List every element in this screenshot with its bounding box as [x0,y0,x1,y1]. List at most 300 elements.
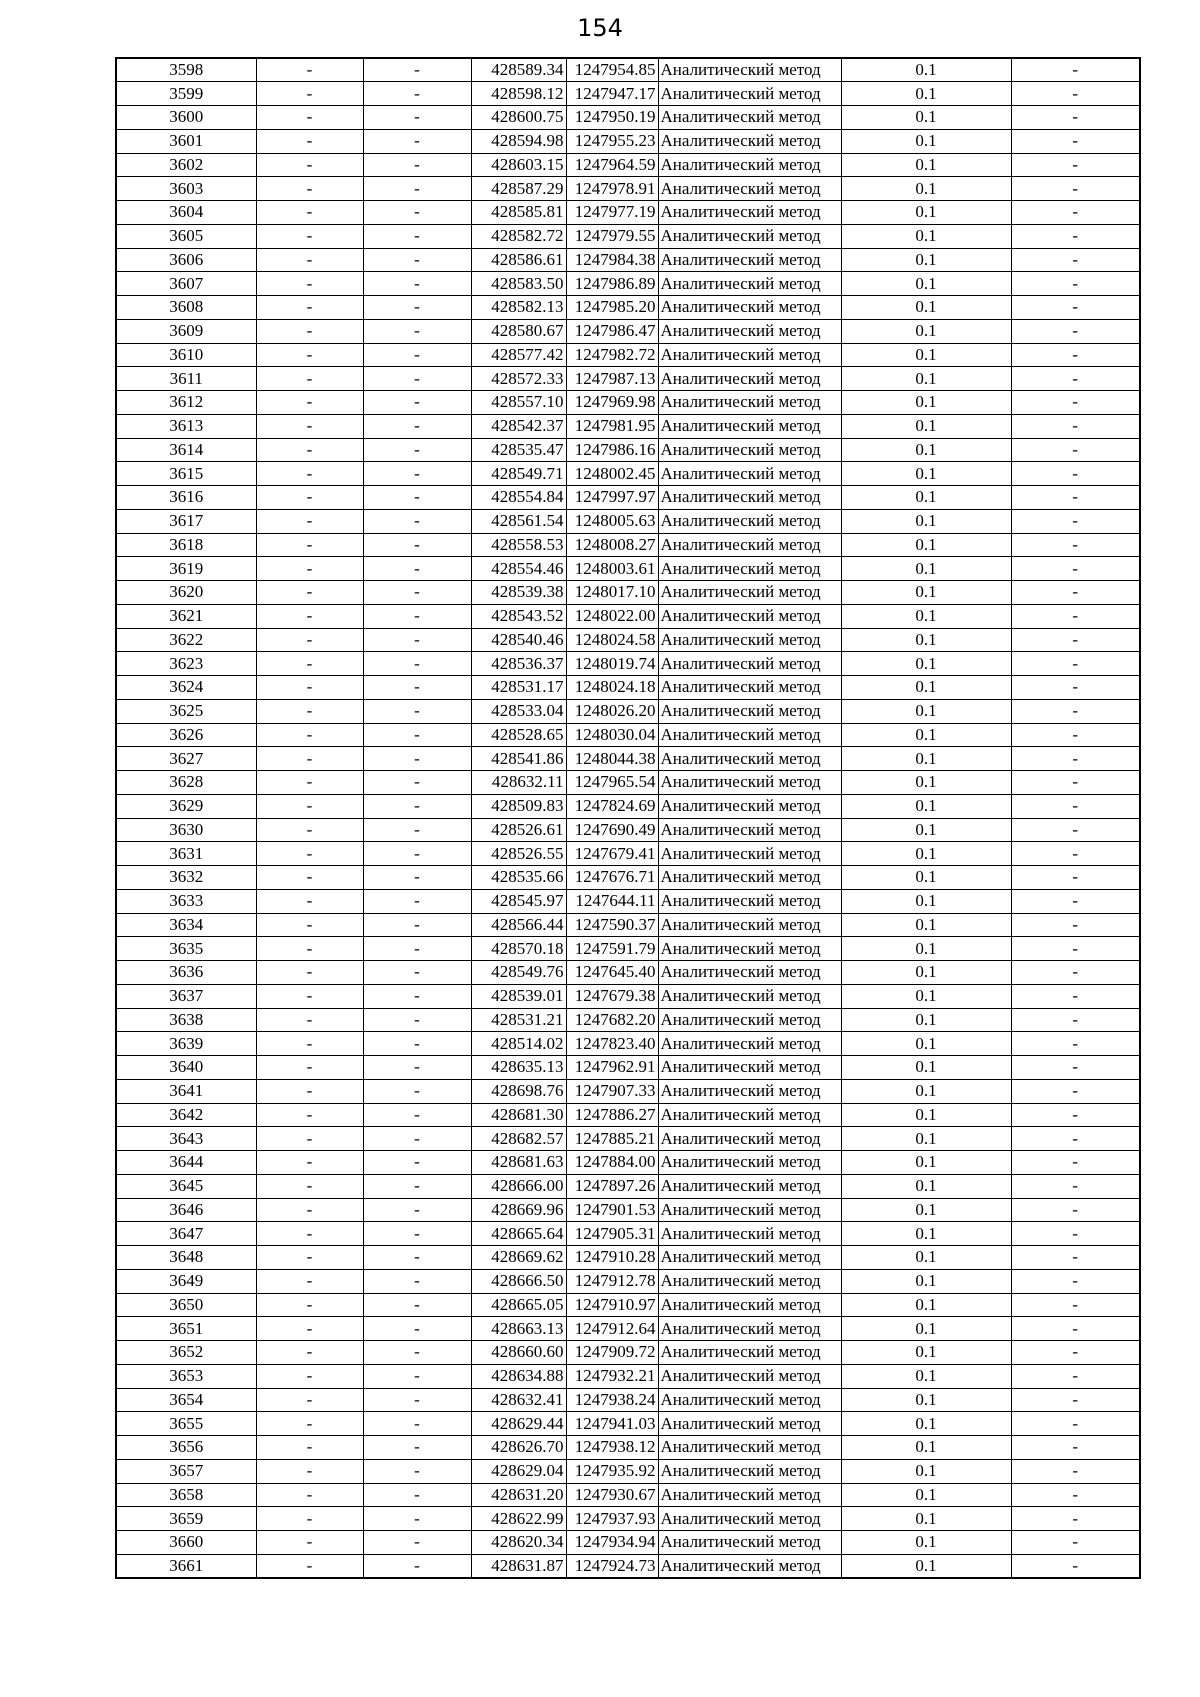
y-coordinate-cell: 1247679.41 [566,842,658,866]
note-cell: - [1011,414,1140,438]
note-cell: - [1011,319,1140,343]
accuracy-cell: 0.1 [841,1341,1011,1365]
accuracy-cell: 0.1 [841,1127,1011,1151]
note-cell: - [1011,296,1140,320]
note-cell: - [1011,842,1140,866]
empty-cell: - [256,1507,363,1531]
method-cell: Аналитический метод [658,343,841,367]
method-cell: Аналитический метод [658,1483,841,1507]
point-number-cell: 3608 [116,296,256,320]
point-number-cell: 3619 [116,557,256,581]
point-number-cell: 3659 [116,1507,256,1531]
x-coordinate-cell: 428589.34 [471,58,566,82]
method-cell: Аналитический метод [658,248,841,272]
point-number-cell: 3639 [116,1032,256,1056]
note-cell: - [1011,1388,1140,1412]
accuracy-cell: 0.1 [841,1483,1011,1507]
method-cell: Аналитический метод [658,1198,841,1222]
point-number-cell: 3649 [116,1269,256,1293]
table-row [116,153,1140,177]
x-coordinate-cell: 428572.33 [471,367,566,391]
point-number-cell: 3618 [116,533,256,557]
empty-cell: - [256,1341,363,1365]
method-cell: Аналитический метод [658,1507,841,1531]
y-coordinate-cell: 1247941.03 [566,1412,658,1436]
accuracy-cell: 0.1 [841,1412,1011,1436]
accuracy-cell: 0.1 [841,984,1011,1008]
point-number-cell: 3602 [116,153,256,177]
point-number-cell: 3643 [116,1127,256,1151]
point-number-cell: 3623 [116,652,256,676]
method-cell: Аналитический метод [658,1008,841,1032]
y-coordinate-cell: 1247824.69 [566,794,658,818]
empty-cell: - [256,343,363,367]
accuracy-cell: 0.1 [841,794,1011,818]
point-number-cell: 3601 [116,129,256,153]
empty-cell: - [256,1174,363,1198]
accuracy-cell: 0.1 [841,1174,1011,1198]
y-coordinate-cell: 1247938.24 [566,1388,658,1412]
empty-cell: - [256,1531,363,1555]
empty-cell: - [256,58,363,82]
note-cell: - [1011,58,1140,82]
table-row [116,794,1140,818]
y-coordinate-cell: 1247912.78 [566,1269,658,1293]
table-row [116,533,1140,557]
empty-cell: - [363,1246,471,1270]
table-row [116,1293,1140,1317]
method-cell: Аналитический метод [658,462,841,486]
method-cell: Аналитический метод [658,438,841,462]
coordinates-table [115,57,1141,1579]
y-coordinate-cell: 1247884.00 [566,1151,658,1175]
empty-cell: - [363,652,471,676]
empty-cell: - [256,771,363,795]
empty-cell: - [256,129,363,153]
empty-cell: - [363,676,471,700]
x-coordinate-cell: 428558.53 [471,533,566,557]
note-cell: - [1011,367,1140,391]
note-cell: - [1011,1436,1140,1460]
empty-cell: - [363,58,471,82]
method-cell: Аналитический метод [658,1293,841,1317]
empty-cell: - [363,1198,471,1222]
point-number-cell: 3654 [116,1388,256,1412]
accuracy-cell: 0.1 [841,367,1011,391]
accuracy-cell: 0.1 [841,1507,1011,1531]
method-cell: Аналитический метод [658,319,841,343]
empty-cell: - [256,889,363,913]
empty-cell: - [256,581,363,605]
x-coordinate-cell: 428542.37 [471,414,566,438]
empty-cell: - [256,296,363,320]
method-cell: Аналитический метод [658,296,841,320]
empty-cell: - [363,1056,471,1080]
table-row [116,557,1140,581]
point-number-cell: 3651 [116,1317,256,1341]
empty-cell: - [256,533,363,557]
note-cell: - [1011,1008,1140,1032]
y-coordinate-cell: 1248044.38 [566,747,658,771]
note-cell: - [1011,581,1140,605]
x-coordinate-cell: 428665.05 [471,1293,566,1317]
point-number-cell: 3598 [116,58,256,82]
y-coordinate-cell: 1247954.85 [566,58,658,82]
accuracy-cell: 0.1 [841,509,1011,533]
accuracy-cell: 0.1 [841,1151,1011,1175]
empty-cell: - [256,462,363,486]
method-cell: Аналитический метод [658,1056,841,1080]
y-coordinate-cell: 1247885.21 [566,1127,658,1151]
note-cell: - [1011,818,1140,842]
x-coordinate-cell: 428583.50 [471,272,566,296]
note-cell: - [1011,224,1140,248]
x-coordinate-cell: 428603.15 [471,153,566,177]
y-coordinate-cell: 1247886.27 [566,1103,658,1127]
x-coordinate-cell: 428528.65 [471,723,566,747]
x-coordinate-cell: 428531.17 [471,676,566,700]
note-cell: - [1011,984,1140,1008]
point-number-cell: 3624 [116,676,256,700]
accuracy-cell: 0.1 [841,889,1011,913]
method-cell: Аналитический метод [658,1412,841,1436]
x-coordinate-cell: 428665.64 [471,1222,566,1246]
x-coordinate-cell: 428669.96 [471,1198,566,1222]
accuracy-cell: 0.1 [841,1032,1011,1056]
y-coordinate-cell: 1247935.92 [566,1459,658,1483]
note-cell: - [1011,533,1140,557]
table-row [116,319,1140,343]
empty-cell: - [363,1127,471,1151]
note-cell: - [1011,201,1140,225]
method-cell: Аналитический метод [658,1222,841,1246]
empty-cell: - [363,1222,471,1246]
empty-cell: - [363,1341,471,1365]
table-row [116,1341,1140,1365]
note-cell: - [1011,557,1140,581]
table-row [116,486,1140,510]
table-row [116,842,1140,866]
empty-cell: - [256,1222,363,1246]
empty-cell: - [363,462,471,486]
note-cell: - [1011,961,1140,985]
accuracy-cell: 0.1 [841,1198,1011,1222]
point-number-cell: 3620 [116,581,256,605]
point-number-cell: 3637 [116,984,256,1008]
note-cell: - [1011,438,1140,462]
point-number-cell: 3616 [116,486,256,510]
table-row [116,1459,1140,1483]
point-number-cell: 3635 [116,937,256,961]
accuracy-cell: 0.1 [841,628,1011,652]
y-coordinate-cell: 1247910.97 [566,1293,658,1317]
empty-cell: - [256,1554,363,1578]
empty-cell: - [363,937,471,961]
note-cell: - [1011,1412,1140,1436]
empty-cell: - [363,1151,471,1175]
accuracy-cell: 0.1 [841,1056,1011,1080]
empty-cell: - [256,628,363,652]
note-cell: - [1011,1364,1140,1388]
table-row [116,462,1140,486]
x-coordinate-cell: 428629.44 [471,1412,566,1436]
empty-cell: - [256,794,363,818]
page-number: 154 [577,14,623,42]
point-number-cell: 3661 [116,1554,256,1578]
empty-cell: - [256,82,363,106]
accuracy-cell: 0.1 [841,414,1011,438]
x-coordinate-cell: 428631.87 [471,1554,566,1578]
empty-cell: - [363,1269,471,1293]
empty-cell: - [363,794,471,818]
empty-cell: - [363,1483,471,1507]
point-number-cell: 3628 [116,771,256,795]
table-body [116,58,1140,1578]
empty-cell: - [256,1364,363,1388]
table-row [116,224,1140,248]
accuracy-cell: 0.1 [841,129,1011,153]
method-cell: Аналитический метод [658,1151,841,1175]
y-coordinate-cell: 1247982.72 [566,343,658,367]
accuracy-cell: 0.1 [841,224,1011,248]
method-cell: Аналитический метод [658,486,841,510]
table-row [116,1174,1140,1198]
note-cell: - [1011,866,1140,890]
empty-cell: - [363,201,471,225]
y-coordinate-cell: 1247930.67 [566,1483,658,1507]
table-row [116,106,1140,130]
point-number-cell: 3625 [116,699,256,723]
accuracy-cell: 0.1 [841,462,1011,486]
empty-cell: - [363,391,471,415]
point-number-cell: 3615 [116,462,256,486]
point-number-cell: 3617 [116,509,256,533]
x-coordinate-cell: 428570.18 [471,937,566,961]
method-cell: Аналитический метод [658,414,841,438]
point-number-cell: 3614 [116,438,256,462]
accuracy-cell: 0.1 [841,723,1011,747]
y-coordinate-cell: 1247910.28 [566,1246,658,1270]
method-cell: Аналитический метод [658,177,841,201]
point-number-cell: 3648 [116,1246,256,1270]
method-cell: Аналитический метод [658,604,841,628]
x-coordinate-cell: 428594.98 [471,129,566,153]
table-row [116,652,1140,676]
empty-cell: - [363,106,471,130]
note-cell: - [1011,1127,1140,1151]
y-coordinate-cell: 1247978.91 [566,177,658,201]
point-number-cell: 3641 [116,1079,256,1103]
empty-cell: - [256,1269,363,1293]
method-cell: Аналитический метод [658,937,841,961]
x-coordinate-cell: 428526.61 [471,818,566,842]
y-coordinate-cell: 1247986.89 [566,272,658,296]
x-coordinate-cell: 428660.60 [471,1341,566,1365]
point-number-cell: 3621 [116,604,256,628]
x-coordinate-cell: 428561.54 [471,509,566,533]
method-cell: Аналитический метод [658,1127,841,1151]
point-number-cell: 3658 [116,1483,256,1507]
note-cell: - [1011,1341,1140,1365]
empty-cell: - [256,486,363,510]
point-number-cell: 3636 [116,961,256,985]
point-number-cell: 3645 [116,1174,256,1198]
point-number-cell: 3653 [116,1364,256,1388]
empty-cell: - [363,557,471,581]
x-coordinate-cell: 428539.38 [471,581,566,605]
method-cell: Аналитический метод [658,842,841,866]
table-row [116,343,1140,367]
empty-cell: - [363,961,471,985]
empty-cell: - [363,438,471,462]
y-coordinate-cell: 1247924.73 [566,1554,658,1578]
empty-cell: - [256,961,363,985]
note-cell: - [1011,509,1140,533]
method-cell: Аналитический метод [658,272,841,296]
note-cell: - [1011,1222,1140,1246]
accuracy-cell: 0.1 [841,533,1011,557]
y-coordinate-cell: 1247977.19 [566,201,658,225]
y-coordinate-cell: 1247938.12 [566,1436,658,1460]
empty-cell: - [256,866,363,890]
method-cell: Аналитический метод [658,509,841,533]
empty-cell: - [363,866,471,890]
accuracy-cell: 0.1 [841,1554,1011,1578]
accuracy-cell: 0.1 [841,391,1011,415]
table-row [116,58,1140,82]
method-cell: Аналитический метод [658,1531,841,1555]
empty-cell: - [363,1412,471,1436]
point-number-cell: 3642 [116,1103,256,1127]
y-coordinate-cell: 1247905.31 [566,1222,658,1246]
x-coordinate-cell: 428582.72 [471,224,566,248]
method-cell: Аналитический метод [658,723,841,747]
table-row [116,1412,1140,1436]
table-row [116,723,1140,747]
table-row [116,913,1140,937]
x-coordinate-cell: 428535.47 [471,438,566,462]
y-coordinate-cell: 1248002.45 [566,462,658,486]
empty-cell: - [363,367,471,391]
method-cell: Аналитический метод [658,581,841,605]
x-coordinate-cell: 428540.46 [471,628,566,652]
empty-cell: - [363,343,471,367]
x-coordinate-cell: 428545.97 [471,889,566,913]
x-coordinate-cell: 428632.11 [471,771,566,795]
point-number-cell: 3656 [116,1436,256,1460]
y-coordinate-cell: 1247947.17 [566,82,658,106]
table-row [116,391,1140,415]
method-cell: Аналитический метод [658,557,841,581]
table-row [116,129,1140,153]
empty-cell: - [363,272,471,296]
x-coordinate-cell: 428543.52 [471,604,566,628]
method-cell: Аналитический метод [658,818,841,842]
table-row [116,961,1140,985]
method-cell: Аналитический метод [658,58,841,82]
table-row [116,1483,1140,1507]
empty-cell: - [363,1317,471,1341]
table-row [116,1127,1140,1151]
accuracy-cell: 0.1 [841,961,1011,985]
method-cell: Аналитический метод [658,984,841,1008]
empty-cell: - [363,248,471,272]
accuracy-cell: 0.1 [841,438,1011,462]
x-coordinate-cell: 428557.10 [471,391,566,415]
empty-cell: - [363,1293,471,1317]
table-row [116,747,1140,771]
method-cell: Аналитический метод [658,699,841,723]
empty-cell: - [363,818,471,842]
note-cell: - [1011,177,1140,201]
x-coordinate-cell: 428577.42 [471,343,566,367]
empty-cell: - [363,177,471,201]
empty-cell: - [256,414,363,438]
x-coordinate-cell: 428539.01 [471,984,566,1008]
x-coordinate-cell: 428663.13 [471,1317,566,1341]
x-coordinate-cell: 428635.13 [471,1056,566,1080]
empty-cell: - [256,1412,363,1436]
x-coordinate-cell: 428631.20 [471,1483,566,1507]
table-row [116,581,1140,605]
note-cell: - [1011,1531,1140,1555]
x-coordinate-cell: 428682.57 [471,1127,566,1151]
empty-cell: - [256,509,363,533]
accuracy-cell: 0.1 [841,1459,1011,1483]
note-cell: - [1011,272,1140,296]
y-coordinate-cell: 1247590.37 [566,913,658,937]
note-cell: - [1011,1459,1140,1483]
empty-cell: - [363,1554,471,1578]
y-coordinate-cell: 1247897.26 [566,1174,658,1198]
table-row [116,1364,1140,1388]
empty-cell: - [256,676,363,700]
method-cell: Аналитический метод [658,1554,841,1578]
note-cell: - [1011,129,1140,153]
accuracy-cell: 0.1 [841,818,1011,842]
empty-cell: - [363,913,471,937]
accuracy-cell: 0.1 [841,1246,1011,1270]
point-number-cell: 3606 [116,248,256,272]
x-coordinate-cell: 428535.66 [471,866,566,890]
method-cell: Аналитический метод [658,652,841,676]
accuracy-cell: 0.1 [841,1222,1011,1246]
y-coordinate-cell: 1247644.11 [566,889,658,913]
empty-cell: - [363,153,471,177]
empty-cell: - [256,1127,363,1151]
y-coordinate-cell: 1247986.47 [566,319,658,343]
y-coordinate-cell: 1248003.61 [566,557,658,581]
point-number-cell: 3630 [116,818,256,842]
y-coordinate-cell: 1247823.40 [566,1032,658,1056]
table-row [116,1222,1140,1246]
note-cell: - [1011,1103,1140,1127]
y-coordinate-cell: 1247955.23 [566,129,658,153]
method-cell: Аналитический метод [658,1269,841,1293]
accuracy-cell: 0.1 [841,343,1011,367]
point-number-cell: 3647 [116,1222,256,1246]
empty-cell: - [256,1483,363,1507]
accuracy-cell: 0.1 [841,1079,1011,1103]
empty-cell: - [256,604,363,628]
method-cell: Аналитический метод [658,224,841,248]
method-cell: Аналитический метод [658,628,841,652]
table-row [116,509,1140,533]
empty-cell: - [363,129,471,153]
empty-cell: - [256,438,363,462]
empty-cell: - [256,153,363,177]
y-coordinate-cell: 1247985.20 [566,296,658,320]
